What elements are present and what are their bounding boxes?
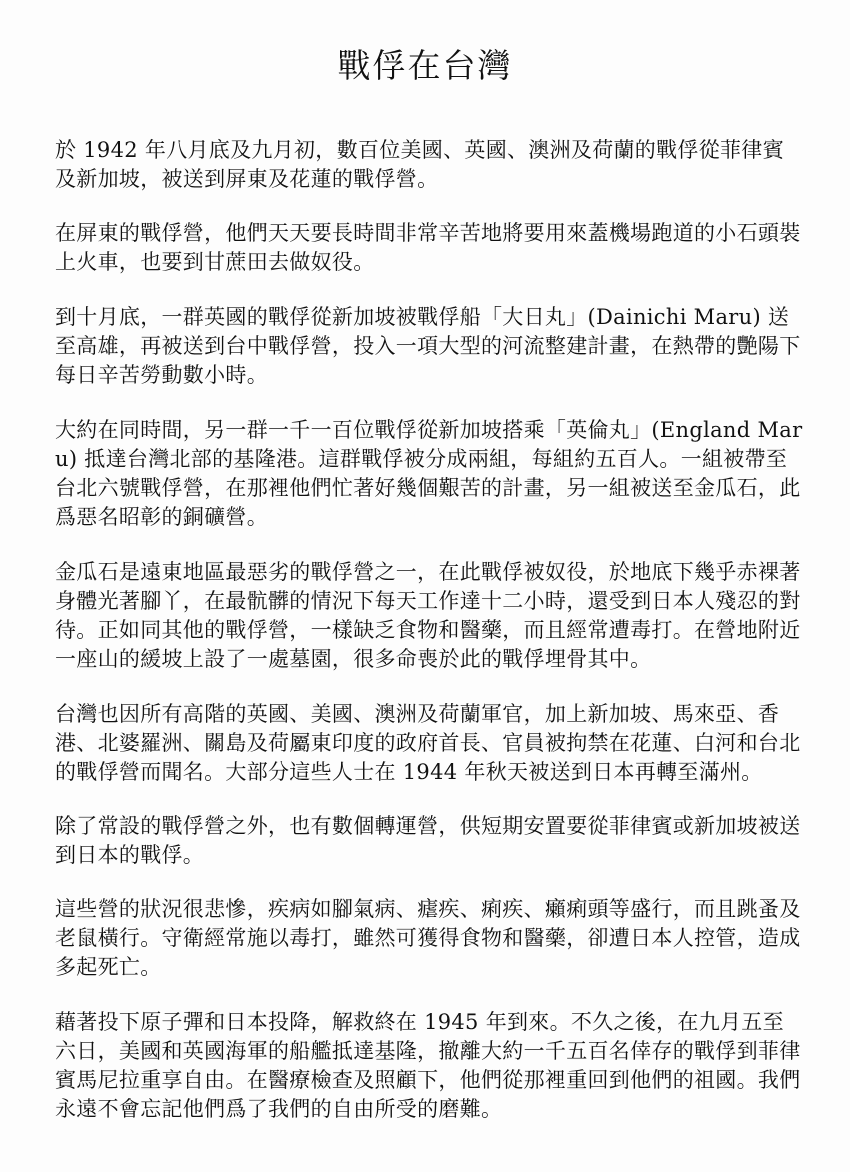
paragraph-8: 這些營的狀況很悲慘，疾病如腳氣病、瘧疾、痢疾、癩痢頭等盛行，而且跳蚤及老鼠橫行。守衛經常施以毒打，雖然可獲得食物和醫藥，卻遭日本人控管，造成多起死亡。 [55, 897, 801, 979]
paragraph-3: 到十月底，一群英國的戰俘從新加坡被戰俘船「大日丸」(Dainichi Maru) 送至高雄，再被送到台中戰俘營，投入一項大型的河流整建計畫，在熱帶的艷陽下每日辛苦勞動數小時。 [55, 305, 801, 387]
paragraph-5: 金瓜石是遠東地區最惡劣的戰俘營之一，在此戰俘被奴役，於地底下幾乎赤裸著身體光著腳丫，在最骯髒的情況下每天工作達十二小時，還受到日本人殘忍的對待。正如同其他的戰俘營，一樣缺乏食物和醫藥，而且經常遭毒打。在營地附近一座山的緩坡上設了一處墓園，很多命喪於此的戰俘埋骨其中。 [55, 560, 801, 671]
paragraph-2: 在屏東的戰俘營，他們天天要長時間非常辛苦地將要用來蓋機場跑道的小石頭裝上火車，也要到甘蔗田去做奴役。 [55, 221, 801, 274]
paragraph-4: 大約在同時間，另一群一千一百位戰俘從新加坡搭乘「英倫丸」(England Maru) 抵達台灣北部的基隆港。這群戰俘被分成兩組，每組約五百人。一組被帶至台北六號戰俘營，在那裡他們忙著好幾個艱苦的計畫，另一組被送至金瓜石，此爲惡名昭彰的銅礦營。 [55, 418, 803, 529]
document-title: 戰俘在台灣 [337, 46, 513, 85]
paragraph-6: 台灣也因所有高階的英國、美國、澳洲及荷蘭軍官，加上新加坡、馬來亞、香港、北婆羅洲、關島及荷屬東印度的政府首長、官員被拘禁在花蓮、白河和台北的戰俘營而聞名。大部分這些人士在 1944 年秋天被送到日本再轉至滿州。 [55, 702, 801, 784]
paragraph-7: 除了常設的戰俘營之外，也有數個轉運營，供短期安置要從菲律賓或新加坡被送到日本的戰俘。 [55, 814, 801, 867]
paragraph-9: 藉著投下原子彈和日本投降，解救終在 1945 年到來。不久之後，在九月五至六日，美國和英國海軍的船艦抵達基隆，撤離大約一千五百名倖存的戰俘到菲律賓馬尼拉重享自由。在醫療檢查及照顧下，他們從那裡重回到他們的祖國。我們永遠不會忘記他們爲了我們的自由所受的磨難。 [55, 1010, 801, 1121]
paragraph-1: 於 1942 年八月底及九月初，數百位美國、英國、澳洲及荷蘭的戰俘從菲律賓及新加坡，被送到屏東及花蓮的戰俘營。 [55, 138, 784, 191]
